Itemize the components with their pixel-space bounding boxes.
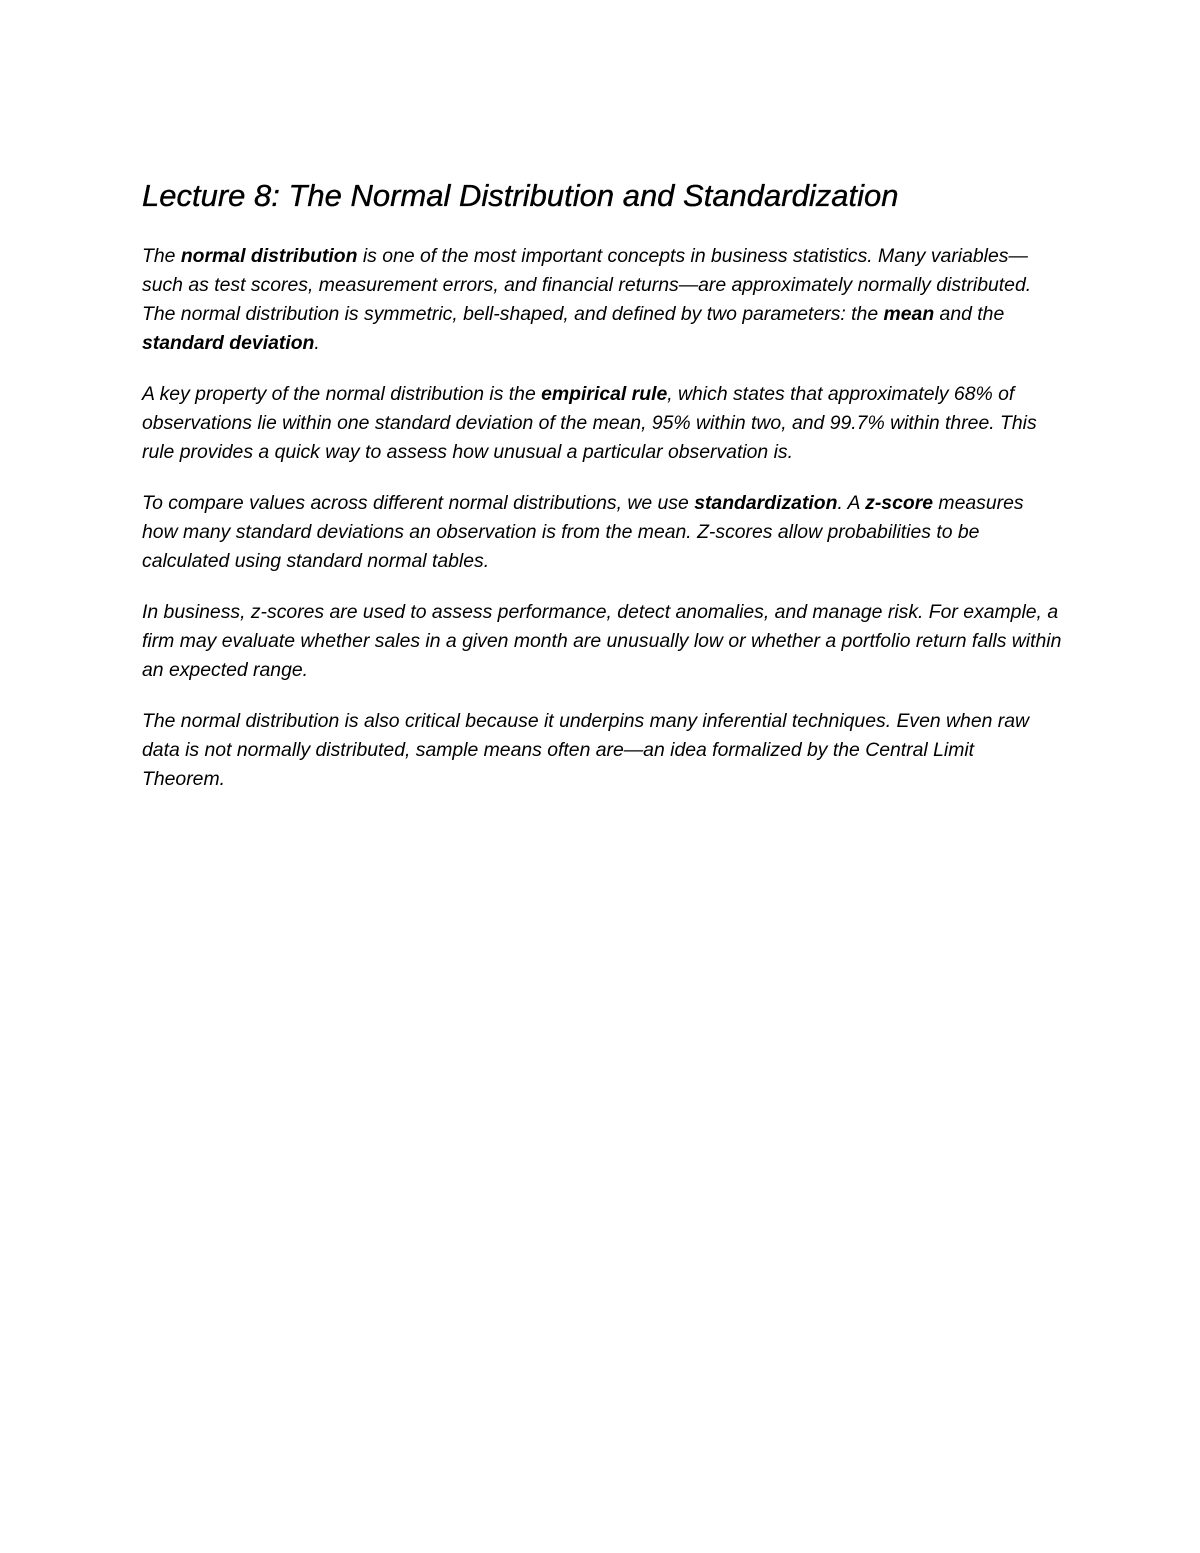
text-run: In business, z-scores are used to assess performance, detect anomalies, and manage risk. For example, a firm may evaluate whether sales in a given month are unusually low or whether a portfolio return falls within an expected range. [142,601,1062,681]
text-run: and the [934,303,1005,325]
text-run: The normal distribution is also critical because it underpins many inferential techniques. Even when raw data is not normally distributed, sample means often are—an idea formalized by the Central Limit Theorem. [142,710,1030,790]
paragraph-central-limit-theorem [142,707,1062,794]
text-run: , which states that approximately 68% of observations lie within one standard deviation of the mean, 95% within two, and 99.7% within three. This rule provides a quick way to assess how unusual a particular observation is. [142,383,1037,463]
bold-term-normal-distribution: normal distribution [180,245,358,267]
text-run: . [314,332,320,354]
paragraph-standardization [142,489,1062,576]
bold-term-mean: mean [883,303,935,325]
page-title: Lecture 8: The Normal Distribution and Standardization [142,178,899,213]
bold-term-empirical-rule: empirical rule [541,383,668,405]
text-run: To compare values across different normal distributions, we use [142,492,695,514]
paragraph-normal-distribution [142,242,1062,358]
text-run: A key property of the normal distribution is the [142,383,542,405]
bold-term-standardization: standardization [694,492,838,514]
text-run: measures how many standard deviations an observation is from the mean. Z-scores allow probabilities to be calculated using standard normal tables. [142,492,1024,572]
bold-term-z-score: z-score [865,492,934,514]
paragraph-business-use [142,598,1062,685]
text-run: . A [837,492,866,514]
text-run: is one of the most important concepts in business statistics. Many variables—such as test scores, measurement errors, and financial returns—are approximately normally distributed. The normal distribution is symmetric, bell-shaped, and defined by two parameters: the [142,245,1032,325]
paragraph-empirical-rule [142,380,1062,467]
bold-term-standard-deviation: standard deviation [142,332,315,354]
text-run: The [142,245,181,267]
document-page [142,176,1062,816]
